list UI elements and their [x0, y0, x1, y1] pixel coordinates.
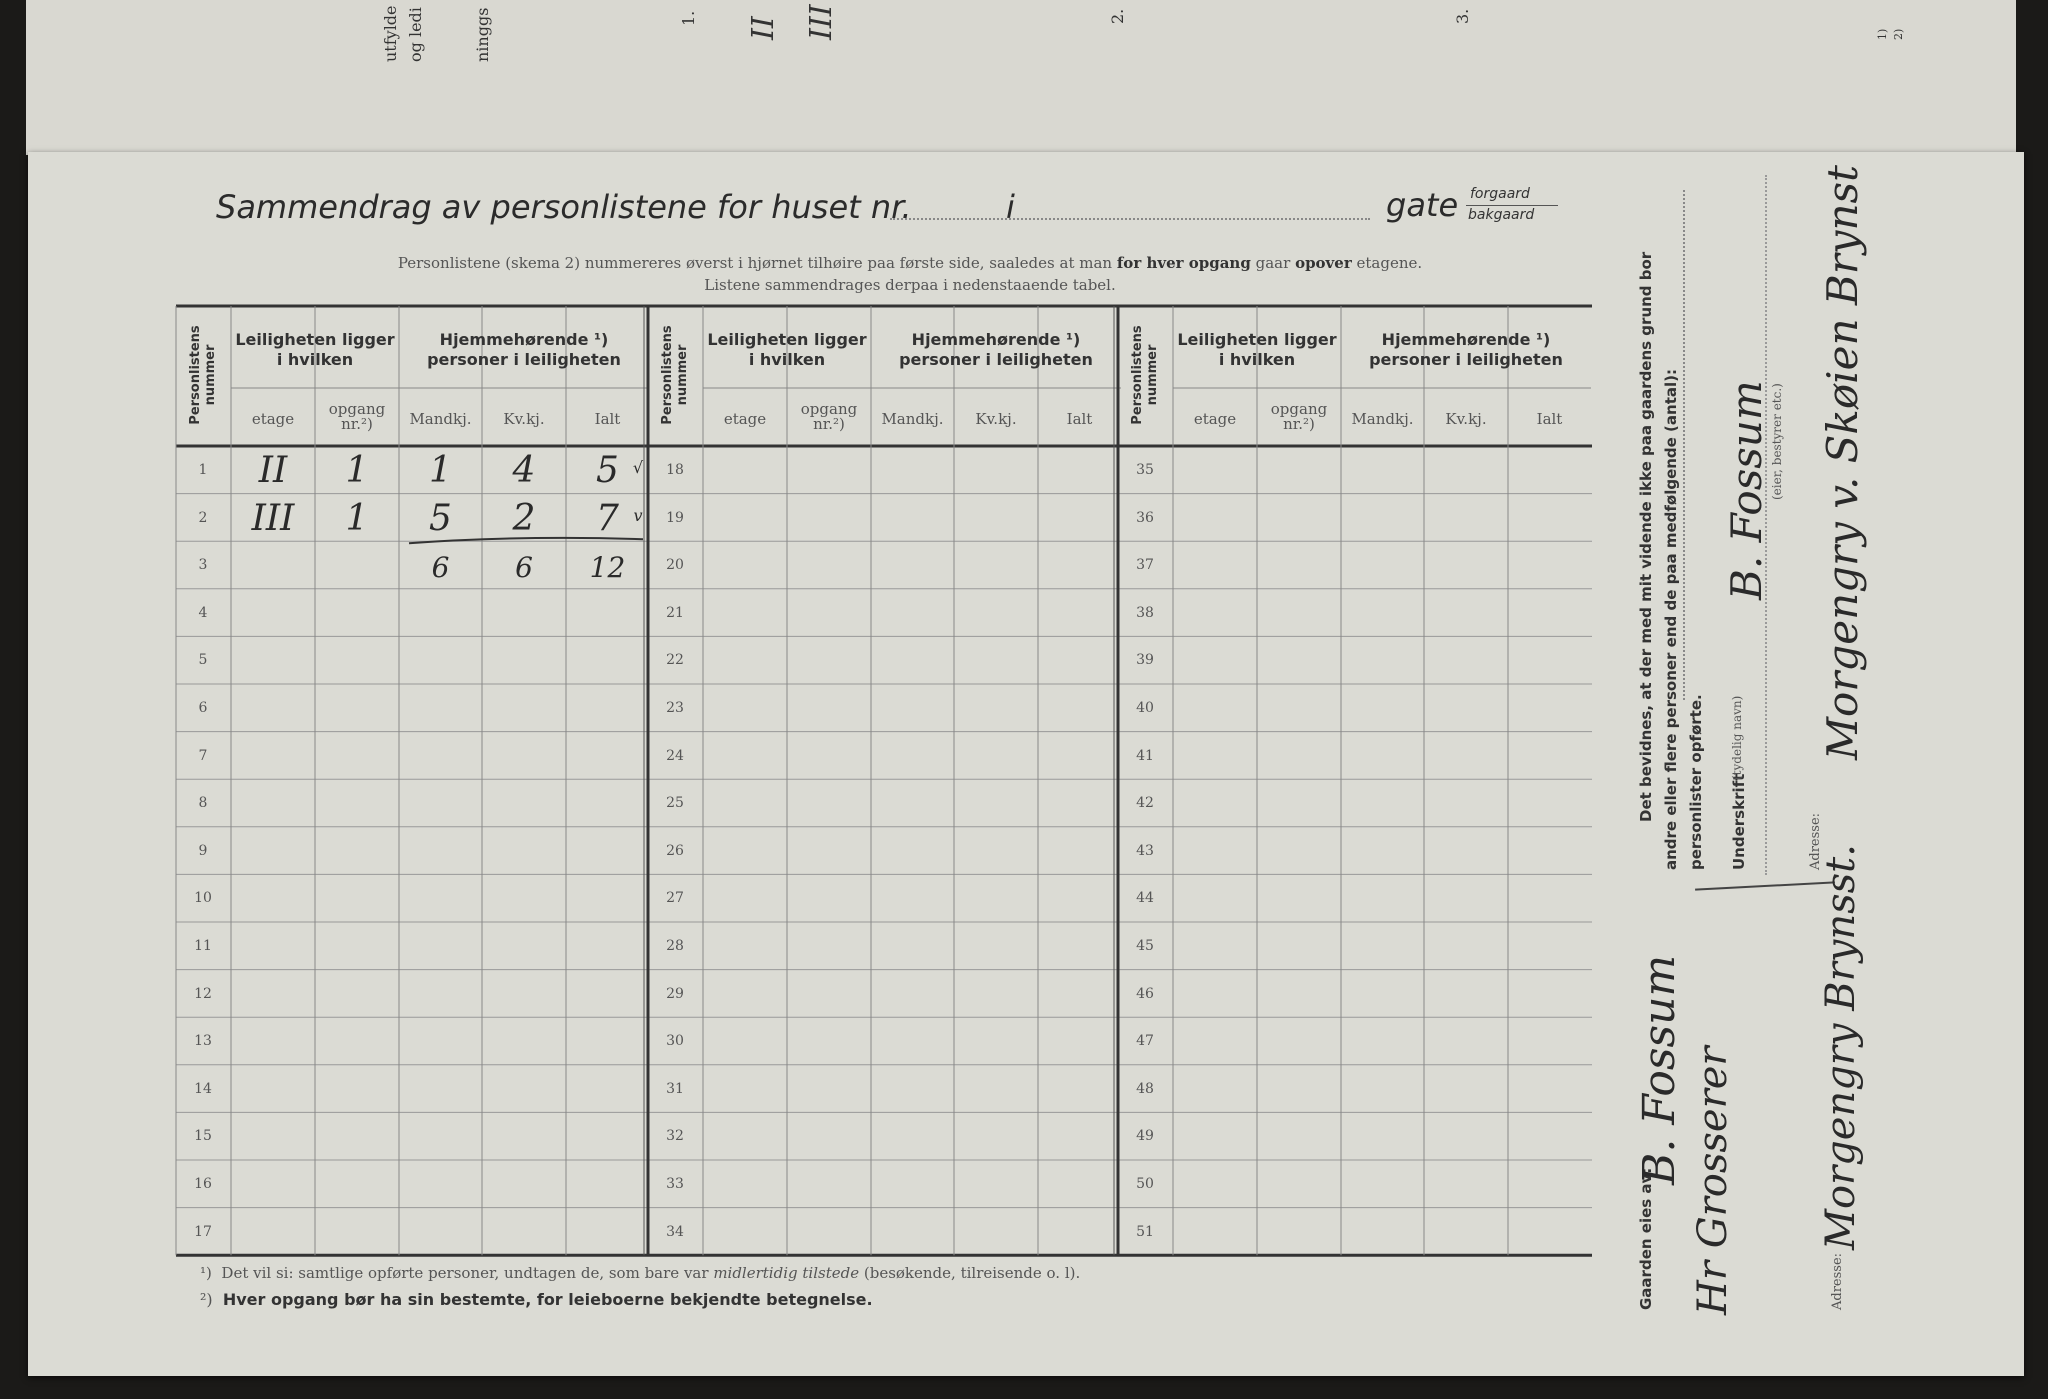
row-number: 2 — [198, 509, 208, 526]
row-number: 12 — [194, 985, 212, 1002]
row-number: 50 — [1136, 1176, 1154, 1192]
bakgaard-label: bakgaard — [1468, 207, 1535, 223]
row-number: 13 — [194, 1033, 212, 1050]
row-number: 30 — [666, 1033, 684, 1050]
row-number: 17 — [194, 1223, 212, 1240]
top-fragment: II — [746, 16, 781, 40]
attestation-line-3: personlister opførte. — [1687, 694, 1705, 870]
row-number: 46 — [1136, 985, 1154, 1002]
footnote-mark: ²) — [200, 1290, 213, 1309]
row-number: 42 — [1136, 795, 1154, 812]
row-number: 44 — [1136, 890, 1154, 907]
top-fragment: utfylde — [381, 5, 400, 62]
row-number: 26 — [666, 842, 684, 859]
entry-check: v — [633, 505, 643, 525]
count-dotted-line — [1683, 190, 1685, 700]
row-number: 19 — [666, 509, 684, 526]
footnote-1 — [200, 1264, 1080, 1282]
row-number: 11 — [194, 938, 212, 954]
top-fragment: 2) — [1892, 28, 1905, 40]
row-number: 20 — [666, 557, 684, 574]
row-number: 43 — [1136, 842, 1154, 859]
footnote-mark: ¹) — [200, 1264, 212, 1282]
forgaard-label: forgaard — [1470, 186, 1530, 202]
footnote-text: Det vil si: samtlige opførte personer, undtagen de, som bare var — [221, 1264, 709, 1282]
entry-ialt: 12 — [589, 551, 626, 585]
row-number: 47 — [1136, 1033, 1154, 1050]
row-number: 28 — [666, 938, 684, 954]
row-number: 15 — [194, 1128, 212, 1145]
row-number: 10 — [194, 890, 212, 907]
row-number: 14 — [194, 1080, 212, 1097]
row-number: 32 — [666, 1128, 684, 1145]
personlistens-header: Personlistens nummer — [1130, 325, 1160, 425]
form-title: Sammendrag av personlistene for huset nr. — [216, 188, 912, 226]
entry-mandkj: 5 — [429, 497, 452, 539]
footnote-emph: midlertidig tilstede — [713, 1264, 860, 1282]
entry-opgang: 1 — [345, 497, 369, 539]
sum-underline — [409, 538, 643, 543]
row-number: 1 — [198, 462, 208, 478]
etage-header: etage — [1193, 410, 1237, 428]
attestation-line-2: andre eller flere personer end de paa medfølgende (antal): — [1662, 368, 1680, 870]
opgang-header: opgang nr.²) — [328, 400, 386, 433]
row-number: 9 — [198, 842, 208, 859]
hjemmehorende-header: Hjemmehørende ¹) personer i leiligheten — [1369, 330, 1563, 369]
entry-etage: II — [258, 450, 288, 491]
entry-etage: III — [251, 497, 295, 539]
signature-label: Underskrift — [1730, 773, 1748, 870]
row-number: 29 — [666, 985, 684, 1002]
row-number: 4 — [198, 604, 208, 621]
leiligheten-header: Leiligheten ligger i hvilken — [235, 330, 395, 369]
entry-mandkj: 6 — [431, 551, 450, 585]
personlistens-header: Personlistens nummer — [660, 325, 690, 425]
row-number: 25 — [666, 795, 684, 812]
row-number: 37 — [1136, 557, 1154, 574]
row-number: 23 — [666, 700, 684, 716]
row-number: 40 — [1136, 700, 1154, 716]
row-number: 24 — [666, 747, 684, 764]
etage-header: etage — [251, 410, 295, 428]
row-number: 6 — [198, 700, 208, 716]
row-number: 27 — [666, 890, 684, 907]
row-number: 51 — [1136, 1223, 1154, 1240]
top-fragment: 1) — [1876, 28, 1889, 40]
etage-header: etage — [723, 410, 767, 428]
title-in-word: i — [1006, 188, 1015, 226]
ialt-header: Ialt — [1536, 410, 1563, 428]
personlistens-header: Personlistens nummer — [188, 325, 218, 425]
row-number: 21 — [666, 604, 684, 621]
owner-signature: B. Fossum — [1722, 380, 1771, 600]
row-number: 22 — [666, 652, 684, 669]
hjemmehorende-header: Hjemmehørende ¹) personer i leiligheten — [427, 330, 621, 369]
owner-role-hint: (eier, bestyrer etc.) — [1770, 383, 1784, 500]
top-fragment: III — [804, 4, 839, 40]
row-number: 48 — [1136, 1080, 1154, 1097]
signature-dotted-line — [1765, 175, 1767, 875]
leiligheten-header: Leiligheten ligger i hvilken — [707, 330, 867, 369]
top-fragment: 1. — [679, 10, 698, 26]
entry-check: √ — [632, 458, 644, 477]
row-number: 8 — [198, 795, 208, 812]
ialt-header: Ialt — [594, 410, 621, 428]
entry-ialt: 7 — [596, 497, 619, 539]
address-label: Adresse: — [1808, 812, 1823, 870]
kvkj-header: Kv.kj. — [503, 410, 545, 428]
hjemmehorende-header: Hjemmehørende ¹) personer i leiligheten — [899, 330, 1093, 369]
ialt-header: Ialt — [1066, 410, 1093, 428]
row-number: 18 — [666, 462, 684, 478]
intro-text: etagene. — [1356, 254, 1423, 272]
entry-mandkj: 1 — [429, 450, 452, 491]
row-number: 39 — [1136, 652, 1154, 669]
row-number: 38 — [1136, 604, 1154, 621]
address-handwritten: Morgengry v. Skøien Brynst — [1818, 165, 1867, 760]
row-number: 3 — [198, 557, 208, 574]
row-number: 36 — [1136, 509, 1154, 526]
row-number: 45 — [1136, 938, 1154, 954]
row-number: 31 — [666, 1080, 684, 1097]
top-fragment: ninggs — [473, 7, 492, 62]
opgang-header: opgang nr.²) — [800, 400, 858, 433]
kvkj-header: Kv.kj. — [1445, 410, 1487, 428]
mandkj-header: Mandkj. — [409, 410, 472, 428]
owner-address-handwritten: Morgengry Brynsst. — [1818, 844, 1864, 1250]
entry-opgang: 1 — [345, 450, 369, 491]
row-number: 35 — [1136, 462, 1154, 478]
owner-label: Gaarden eies av: — [1637, 1167, 1655, 1310]
top-fragment: og ledi — [406, 7, 425, 62]
footnote-text: (besøkende, tilreisende o. l). — [863, 1264, 1081, 1282]
row-number: 33 — [666, 1176, 684, 1192]
owner-title-handwritten: Hr Grosserer — [1690, 1046, 1736, 1315]
attestation-line-1: Det bevidnes, at der med mit vidende ikke paa gaardens grund bor — [1637, 251, 1655, 822]
row-number: 5 — [198, 652, 208, 669]
entry-ialt: 5 — [596, 450, 619, 491]
row-number: 49 — [1136, 1128, 1154, 1145]
intro-emph: opover — [1295, 254, 1352, 272]
top-fragment: 2. — [1108, 8, 1127, 24]
owner-name-handwritten: B. Fossum — [1634, 954, 1685, 1185]
intro-line-2: Listene sammendrages derpaa i nedenstaaende tabel. — [704, 276, 1116, 294]
row-number: 16 — [194, 1176, 212, 1192]
top-fragment: 3. — [1453, 8, 1472, 24]
row-number: 34 — [666, 1223, 684, 1240]
intro-emph: for hver opgang — [1116, 254, 1251, 272]
owner-address-label: Adresse: — [1830, 1252, 1845, 1310]
row-number: 41 — [1136, 747, 1154, 764]
opgang-header: opgang nr.²) — [1270, 400, 1328, 433]
footnote-text: Hver opgang bør ha sin bestemte, for leieboerne bekjendte betegnelse. — [222, 1290, 873, 1309]
signature-hint: (tydelig navn) — [1730, 695, 1744, 780]
kvkj-header: Kv.kj. — [975, 410, 1017, 428]
entry-kvkj: 4 — [512, 450, 536, 491]
leiligheten-header: Leiligheten ligger i hvilken — [1177, 330, 1337, 369]
row-number: 7 — [198, 747, 208, 764]
gate-word: gate — [1386, 186, 1459, 224]
mandkj-header: Mandkj. — [1351, 410, 1414, 428]
intro-text: Personlistene (skema 2) nummereres øverst i hjørnet tilhøire paa første side, saaledes at man — [397, 254, 1113, 272]
entry-kvkj: 2 — [512, 497, 536, 539]
entry-kvkj: 6 — [515, 551, 533, 585]
mandkj-header: Mandkj. — [881, 410, 944, 428]
intro-text: gaar — [1255, 254, 1291, 272]
footnote-2 — [200, 1290, 873, 1309]
